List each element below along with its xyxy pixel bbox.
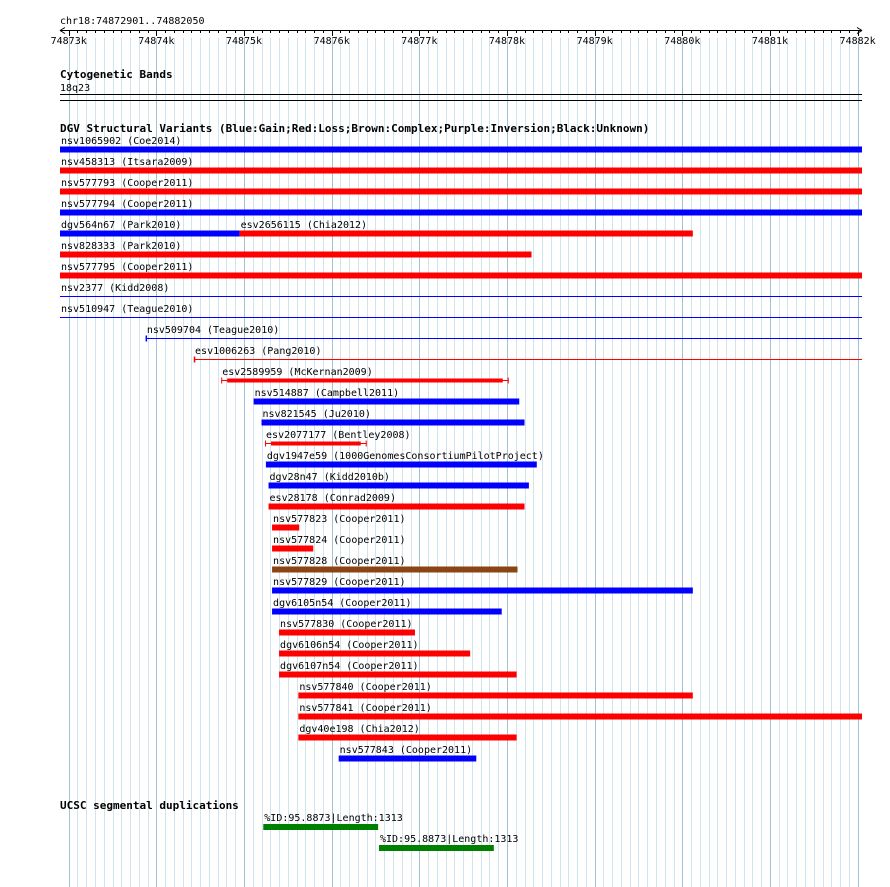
dgv-feature-bar[interactable]	[298, 735, 516, 741]
dgv-feature-label[interactable]: nsv577841 (Cooper2011)	[299, 703, 432, 714]
dgv-feature-label[interactable]: nsv577794 (Cooper2011)	[61, 199, 194, 210]
dgv-feature-nsv577830[interactable]	[279, 619, 415, 636]
dgv-feature-bar[interactable]	[339, 756, 477, 762]
dgv-feature-esv2589959[interactable]	[221, 367, 509, 384]
segdup-features[interactable]	[263, 813, 518, 851]
dgv-track-title: DGV Structural Variants (Blue:Gain;Red:Loss;Brown:Complex;Purple:Inversion;Black:Unknown)	[60, 122, 650, 135]
dgv-feature-label[interactable]: nsv577843 (Cooper2011)	[339, 745, 473, 756]
dgv-feature-bar[interactable]	[279, 630, 415, 636]
dgv-feature-label[interactable]: nsv577829 (Cooper2011)	[273, 577, 406, 588]
dgv-feature-dgv6105n54[interactable]	[272, 598, 502, 615]
dgv-feature-label[interactable]: esv28178 (Conrad2009)	[269, 493, 396, 504]
dgv-feature-label[interactable]: nsv510947 (Teague2010)	[61, 304, 194, 315]
ruler-tick-label: 74876k	[313, 36, 350, 47]
segdup-feature-bar[interactable]	[379, 845, 494, 851]
cytoband-label[interactable]: 18q23	[60, 83, 91, 94]
dgv-feature-label[interactable]: nsv514887 (Campbell2011)	[254, 388, 400, 399]
dgv-feature-bar[interactable]	[227, 379, 503, 383]
dgv-feature-nsv577829[interactable]	[272, 577, 693, 594]
cytoband-track[interactable]	[60, 68, 862, 101]
dgv-feature-label[interactable]: nsv458313 (Itsara2009)	[61, 157, 194, 168]
dgv-feature-bar[interactable]	[60, 210, 862, 216]
dgv-feature-label[interactable]: dgv1947e59 (1000GenomesConsortiumPilotProject)	[266, 451, 544, 462]
dgv-feature-label[interactable]: esv2077177 (Bentley2008)	[266, 430, 411, 441]
dgv-feature-nsv577843[interactable]	[339, 745, 477, 762]
dgv-feature-label[interactable]: nsv821545 (Ju2010)	[262, 409, 371, 420]
segdup-feature-label[interactable]: %ID:95.8873|Length:1313	[264, 813, 403, 824]
dgv-feature-bar[interactable]	[272, 609, 502, 615]
dgv-feature-label[interactable]: dgv28n47 (Kidd2010b)	[269, 472, 390, 483]
dgv-feature-label[interactable]: nsv1065902 (Coe2014)	[61, 136, 182, 147]
segdup-feature-label[interactable]: %ID:95.8873|Length:1313	[379, 834, 519, 845]
dgv-feature-dgv564n67[interactable]	[60, 220, 240, 237]
dgv-feature-label[interactable]: nsv577823 (Cooper2011)	[273, 514, 406, 525]
cytoband-track-title: Cytogenetic Bands	[60, 68, 173, 81]
dgv-feature-nsv458313[interactable]	[60, 157, 862, 174]
dgv-feature-label[interactable]: nsv577793 (Cooper2011)	[61, 178, 194, 189]
segdup-feature-bar[interactable]	[263, 824, 378, 830]
dgv-feature-label[interactable]: nsv577828 (Cooper2011)	[273, 556, 406, 567]
dgv-feature-bar[interactable]	[272, 567, 517, 573]
dgv-feature-label[interactable]: esv2589959 (McKernan2009)	[222, 367, 373, 378]
dgv-feature-label[interactable]: dgv6107n54 (Cooper2011)	[280, 661, 419, 672]
dgv-feature-nsv577840[interactable]	[298, 682, 692, 699]
dgv-feature-nsv2377[interactable]	[60, 283, 862, 297]
dgv-feature-label[interactable]: nsv577795 (Cooper2011)	[61, 262, 194, 273]
dgv-feature-label[interactable]: nsv828333 (Park2010)	[61, 241, 182, 252]
dgv-feature-label[interactable]: dgv6106n54 (Cooper2011)	[280, 640, 419, 651]
dgv-feature-bar[interactable]	[60, 231, 240, 237]
dgv-feature-bar[interactable]	[60, 252, 532, 258]
dgv-feature-nsv577793[interactable]	[60, 178, 862, 195]
dgv-feature-bar[interactable]	[272, 525, 299, 531]
dgv-feature-label[interactable]: dgv40e198 (Chia2012)	[299, 724, 420, 735]
dgv-feature-bar[interactable]	[60, 168, 862, 174]
ruler-tick-label: 74873k	[50, 36, 87, 47]
segdup-feature[interactable]	[263, 813, 402, 830]
segdup-track-title: UCSC segmental duplications	[60, 799, 239, 812]
dgv-feature-nsv577824[interactable]	[272, 535, 405, 552]
ruler-tick-label: 74879k	[576, 36, 613, 47]
dgv-feature-bar[interactable]	[272, 546, 313, 552]
dgv-feature-bar[interactable]	[298, 714, 862, 720]
dgv-feature-bar[interactable]	[240, 231, 693, 237]
dgv-feature-dgv1947e59[interactable]	[266, 451, 544, 468]
dgv-feature-label[interactable]: dgv6105n54 (Cooper2011)	[273, 598, 412, 609]
dgv-feature-esv28178[interactable]	[269, 493, 525, 510]
ruler-tick-label: 74878k	[488, 36, 526, 47]
dgv-feature-bar[interactable]	[269, 483, 529, 489]
segdup-feature[interactable]	[379, 834, 518, 851]
dgv-feature-label[interactable]: esv2656115 (Chia2012)	[240, 220, 368, 231]
dgv-feature-dgv40e198[interactable]	[298, 724, 516, 741]
ruler-tick-label: 74881k	[751, 36, 789, 47]
dgv-feature-nsv1065902[interactable]	[60, 136, 862, 153]
ruler-tick-label: 74882k	[839, 36, 876, 47]
dgv-features[interactable]	[60, 136, 862, 762]
ruler-location: chr18:74872901..74882050	[60, 16, 205, 27]
dgv-feature-label[interactable]: nsv509704 (Teague2010)	[146, 325, 280, 336]
dgv-feature-nsv510947[interactable]	[60, 304, 862, 318]
dgv-feature-label[interactable]: dgv564n67 (Park2010)	[61, 220, 182, 231]
dgv-feature-nsv577795[interactable]	[60, 262, 862, 279]
dgv-feature-nsv577841[interactable]	[298, 703, 862, 720]
dgv-feature-nsv828333[interactable]	[60, 241, 532, 258]
dgv-feature-bar[interactable]	[254, 399, 520, 405]
dgv-feature-bar[interactable]	[279, 651, 470, 657]
ruler-tick-label: 74877k	[401, 36, 438, 47]
dgv-feature-bar[interactable]	[266, 462, 537, 468]
dgv-feature-bar[interactable]	[262, 420, 525, 426]
dgv-feature-label[interactable]: nsv577824 (Cooper2011)	[273, 535, 406, 546]
dgv-feature-bar[interactable]	[271, 442, 361, 446]
dgv-feature-bar[interactable]	[269, 504, 525, 510]
dgv-feature-bar[interactable]	[60, 147, 862, 153]
dgv-feature-nsv577823[interactable]	[272, 514, 405, 531]
dgv-feature-nsv514887[interactable]	[254, 388, 520, 405]
dgv-feature-label[interactable]: nsv2377 (Kidd2008)	[61, 283, 170, 294]
dgv-feature-nsv577794[interactable]	[60, 199, 862, 216]
dgv-feature-bar[interactable]	[279, 672, 517, 678]
dgv-feature-esv2656115[interactable]	[240, 220, 693, 237]
dgv-track[interactable]	[60, 122, 862, 762]
ruler-tick-label: 74880k	[664, 36, 701, 47]
dgv-feature-bar[interactable]	[60, 189, 862, 195]
dgv-feature-label[interactable]: nsv577840 (Cooper2011)	[299, 682, 432, 693]
dgv-feature-bar[interactable]	[272, 588, 693, 594]
dgv-feature-label[interactable]: esv1006263 (Pang2010)	[195, 346, 322, 357]
dgv-feature-dgv6106n54[interactable]	[279, 640, 470, 657]
ruler-tick-label: 74875k	[225, 36, 263, 47]
dgv-feature-dgv6107n54[interactable]	[279, 661, 517, 678]
dgv-feature-bar[interactable]	[60, 273, 862, 279]
dgv-feature-bar[interactable]	[298, 693, 692, 699]
ruler-tick-label: 74874k	[138, 36, 175, 47]
segdup-track[interactable]	[60, 799, 518, 851]
dgv-feature-esv2077177[interactable]	[265, 430, 411, 447]
dgv-feature-nsv577828[interactable]	[272, 556, 517, 573]
dgv-feature-label[interactable]: nsv577830 (Cooper2011)	[280, 619, 413, 630]
